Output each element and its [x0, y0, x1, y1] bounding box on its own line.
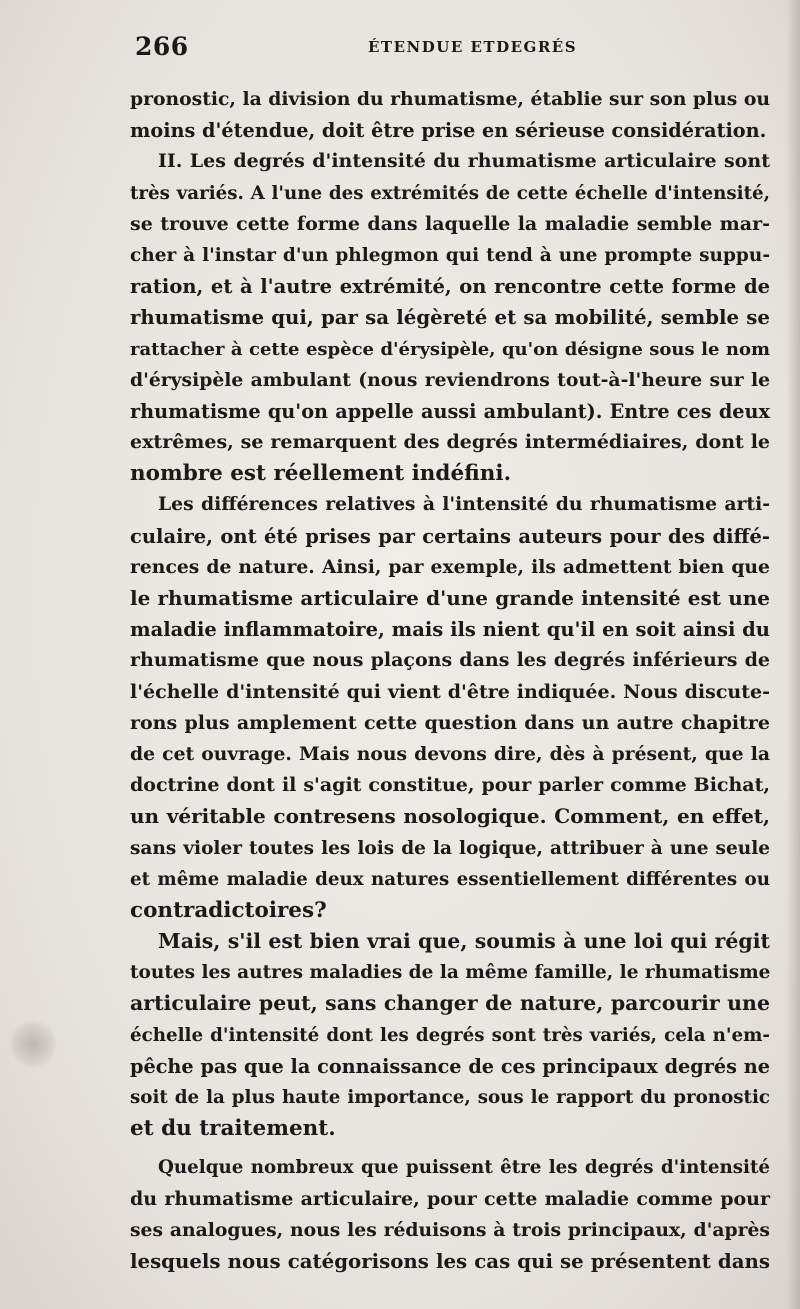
text-line: cher à l'instar d'un phlegmon qui tend à une prompte suppu-: [130, 244, 770, 266]
text-line: sans violer toutes les lois de la logique, attribuer à une seule: [130, 837, 770, 859]
text-line: ration, et à l'autre extrémité, on rencontre cette forme de: [130, 275, 770, 299]
text-line: de cet ouvrage. Mais nous devons dire, dès à présent, que la: [130, 742, 770, 765]
page-number: 266: [135, 32, 189, 61]
text-line: rhumatisme que nous plaçons dans les degrés inférieurs de: [130, 649, 770, 672]
page-edge-shadow: [786, 0, 800, 1309]
text-line: rhumatisme qui, par sa légèreté et sa mobilité, semble se: [130, 305, 770, 330]
text-line: extrêmes, se remarquent des degrés intermédiaires, dont le: [130, 431, 770, 454]
text-line: toutes les autres maladies de la même famille, le rhumatisme: [130, 962, 771, 984]
page-header: [130, 30, 770, 66]
text-line: maladie inflammatoire, mais ils nient qu'il en soit ainsi du: [130, 618, 770, 642]
text-line: échelle d'intensité dont les degrés sont très variés, cela n'em-: [130, 1024, 770, 1046]
text-line: doctrine dont il s'agit constitue, pour parler comme Bichat,: [130, 774, 770, 797]
text-line: rons plus amplement cette question dans un autre chapitre: [130, 711, 770, 734]
text-line: rattacher à cette espèce d'érysipèle, qu'on désigne sous le nom: [130, 338, 770, 360]
text-line: lesquels nous catégorisons les cas qui se présentent dans: [130, 1248, 770, 1273]
text-line: pronostic, la division du rhumatisme, établie sur son plus ou: [130, 88, 770, 110]
text-line: II. Les degrés d'intensité du rhumatisme articulaire sont: [158, 150, 770, 173]
text-line: très variés. A l'une des extrémités de cette échelle d'intensité,: [130, 182, 770, 204]
text-line: l'échelle d'intensité qui vient d'être indiquée. Nous discute-: [130, 680, 770, 703]
running-title: ÉTENDUE ETDEGRÉS: [368, 38, 578, 56]
text-line: rhumatisme qu'on appelle aussi ambulant). Entre ces deux: [130, 399, 770, 423]
text-line: Quelque nombreux que puissent être les degrés d'intensité: [158, 1157, 770, 1179]
text-line: du rhumatisme articulaire, pour cette maladie comme pour: [130, 1187, 770, 1210]
text-line: Les différences relatives à l'intensité du rhumatisme arti-: [158, 493, 770, 516]
text-line: nombre est réellement indéfini.: [130, 461, 512, 487]
text-line: ses analogues, nous les réduisons à trois principaux, d'après: [130, 1218, 770, 1241]
text-line: culaire, ont été prises par certains auteurs pour des diffé-: [130, 524, 770, 548]
text-line: et même maladie deux natures essentiellement différentes ou: [130, 868, 770, 890]
text-line: soit de la plus haute importance, sous le rapport du pronostic: [130, 1087, 770, 1108]
text-line: contradictoires?: [130, 897, 327, 923]
text-line: le rhumatisme articulaire d'une grande intensité est une: [130, 586, 770, 610]
text-line: d'érysipèle ambulant (nous reviendrons tout-à-l'heure sur le: [130, 368, 770, 391]
paper-stain: [10, 1020, 56, 1068]
text-line: articulaire peut, sans changer de nature, parcourir une: [130, 991, 770, 1016]
text-line: et du traitement.: [130, 1116, 336, 1142]
text-line: un véritable contresens nosologique. Comment, en effet,: [130, 804, 770, 829]
text-line: Mais, s'il est bien vrai que, soumis à une loi qui régit: [158, 929, 770, 954]
text-line: rences de nature. Ainsi, par exemple, ils admettent bien que: [130, 555, 770, 578]
text-line: se trouve cette forme dans laquelle la maladie semble mar-: [130, 212, 770, 235]
text-line: moins d'étendue, doit être prise en sérieuse considération.: [130, 119, 767, 143]
body-text: [130, 84, 770, 1277]
text-line: pêche pas que la connaissance de ces principaux degrés ne: [130, 1054, 770, 1078]
